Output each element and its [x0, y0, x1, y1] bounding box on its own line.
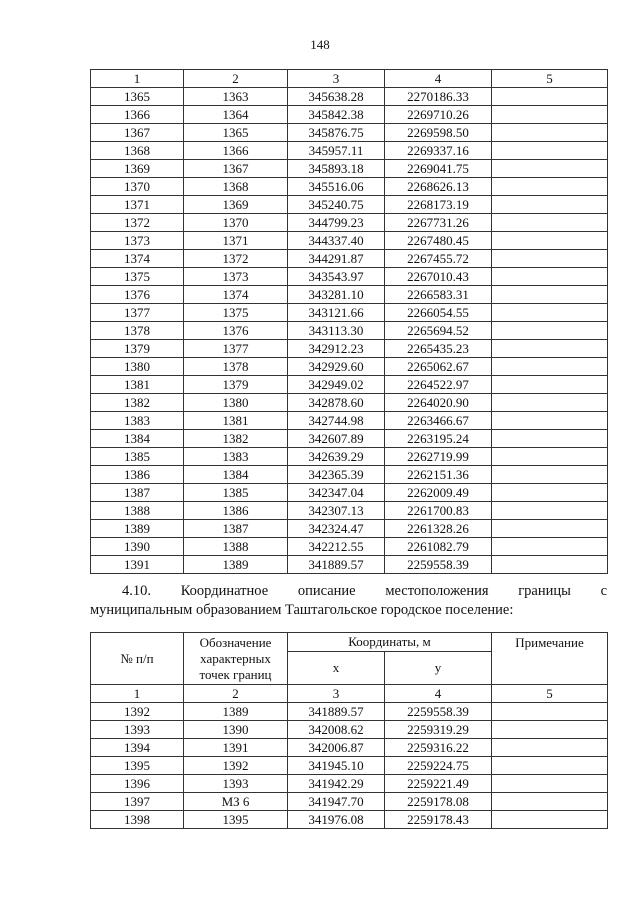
table-row — [91, 448, 608, 466]
column-number-row — [91, 685, 608, 703]
paragraph-word: с — [600, 583, 608, 599]
table-cell — [492, 757, 608, 775]
table-cell: 1365 — [184, 124, 288, 142]
table-cell: 1383 — [184, 448, 288, 466]
table-row — [91, 160, 608, 178]
table-cell: 342212.55 — [288, 538, 385, 556]
table-cell — [492, 520, 608, 538]
table-cell: 1373 — [91, 232, 184, 250]
table-cell: 2263466.67 — [385, 412, 492, 430]
table-cell: 1376 — [91, 286, 184, 304]
table-row — [91, 793, 608, 811]
table-cell: 341947.70 — [288, 793, 385, 811]
table-cell: 1364 — [184, 106, 288, 124]
table-cell: 1380 — [184, 394, 288, 412]
table-cell: 1367 — [91, 124, 184, 142]
table-cell: 1380 — [91, 358, 184, 376]
table-cell: 343281.10 — [288, 286, 385, 304]
table-cell — [492, 286, 608, 304]
column-number: 1 — [91, 70, 184, 88]
table-cell: 2268626.13 — [385, 178, 492, 196]
table-cell: 2267010.43 — [385, 268, 492, 286]
table-cell: 342949.02 — [288, 376, 385, 394]
header-num: № п/п — [91, 633, 184, 685]
table-cell: 342912.23 — [288, 340, 385, 358]
table-cell — [492, 322, 608, 340]
table-cell: 1396 — [91, 775, 184, 793]
table-cell: 1386 — [91, 466, 184, 484]
table-row — [91, 502, 608, 520]
column-number: 1 — [91, 685, 184, 703]
table-cell: 1387 — [184, 520, 288, 538]
table-row — [91, 88, 608, 106]
table-row — [91, 340, 608, 358]
table-row — [91, 466, 608, 484]
table-cell: 1395 — [91, 757, 184, 775]
table-cell: 1379 — [184, 376, 288, 394]
table-cell: 2259319.29 — [385, 721, 492, 739]
table-cell: 1375 — [91, 268, 184, 286]
table-cell: 1390 — [91, 538, 184, 556]
table-cell — [492, 538, 608, 556]
table-cell: 342878.60 — [288, 394, 385, 412]
table-row — [91, 286, 608, 304]
paragraph-word: Координатное — [180, 583, 269, 599]
table-body — [91, 703, 608, 829]
table-cell: 2265062.67 — [385, 358, 492, 376]
table-cell — [492, 196, 608, 214]
table-cell — [492, 214, 608, 232]
table-cell: 342929.60 — [288, 358, 385, 376]
table-cell: 1378 — [91, 322, 184, 340]
table-cell: 2263195.24 — [385, 430, 492, 448]
table-row — [91, 178, 608, 196]
table-cell — [492, 268, 608, 286]
table-cell: 2269598.50 — [385, 124, 492, 142]
table-cell: 1382 — [91, 394, 184, 412]
table-cell: 1379 — [91, 340, 184, 358]
column-number-row — [91, 70, 608, 88]
table-cell: 1369 — [184, 196, 288, 214]
table-cell: 1392 — [91, 703, 184, 721]
table-cell: 341889.57 — [288, 556, 385, 574]
table-cell: 1372 — [184, 250, 288, 268]
table-cell: 2269041.75 — [385, 160, 492, 178]
table-cell: 1389 — [184, 703, 288, 721]
table-cell — [492, 775, 608, 793]
table-cell: 1365 — [91, 88, 184, 106]
table-row — [91, 214, 608, 232]
table-cell: 1368 — [184, 178, 288, 196]
table-cell: 1397 — [91, 793, 184, 811]
table-cell — [492, 250, 608, 268]
table-cell — [492, 376, 608, 394]
table-cell: 1389 — [91, 520, 184, 538]
table-cell: 1395 — [184, 811, 288, 829]
table-row — [91, 124, 608, 142]
table-cell: 344291.87 — [288, 250, 385, 268]
table-row — [91, 739, 608, 757]
table-cell — [492, 448, 608, 466]
table-cell: 2269337.16 — [385, 142, 492, 160]
table-row — [91, 556, 608, 574]
table-cell: 1386 — [184, 502, 288, 520]
table-cell: 345876.75 — [288, 124, 385, 142]
table-cell: 1373 — [184, 268, 288, 286]
column-number: 2 — [184, 685, 288, 703]
page-number: 148 — [310, 37, 330, 52]
table-cell — [492, 739, 608, 757]
table-cell: 1367 — [184, 160, 288, 178]
table-cell — [492, 88, 608, 106]
column-number: 5 — [492, 685, 608, 703]
table-row — [91, 775, 608, 793]
paragraph-word: местоположения — [385, 583, 489, 599]
table-cell — [492, 484, 608, 502]
header-y: y — [385, 652, 492, 685]
table-cell — [492, 502, 608, 520]
table-cell: 2267731.26 — [385, 214, 492, 232]
table-row — [91, 703, 608, 721]
table-cell: 1391 — [91, 556, 184, 574]
table-cell: 2264522.97 — [385, 376, 492, 394]
table-cell — [492, 430, 608, 448]
table-row — [91, 430, 608, 448]
table-row — [91, 304, 608, 322]
paragraph-word: 4.10. — [122, 583, 151, 599]
table-row — [91, 196, 608, 214]
table-cell: 1377 — [91, 304, 184, 322]
table-cell: 2259224.75 — [385, 757, 492, 775]
table-cell — [492, 124, 608, 142]
table-cell: 2269710.26 — [385, 106, 492, 124]
paragraph-word: описание — [297, 583, 356, 599]
table-cell — [492, 703, 608, 721]
table-cell: 1369 — [91, 160, 184, 178]
table-cell: 2268173.19 — [385, 196, 492, 214]
table-row — [91, 376, 608, 394]
table-cell — [492, 304, 608, 322]
table-cell: 2259221.49 — [385, 775, 492, 793]
table-cell: 2259316.22 — [385, 739, 492, 757]
table-cell: 342006.87 — [288, 739, 385, 757]
column-number: 2 — [184, 70, 288, 88]
table-cell: 345842.38 — [288, 106, 385, 124]
table-row — [91, 757, 608, 775]
table-row — [91, 538, 608, 556]
table-cell: 345893.18 — [288, 160, 385, 178]
table-cell — [492, 811, 608, 829]
table-cell: 1371 — [91, 196, 184, 214]
table-cell: 1385 — [184, 484, 288, 502]
table-cell: 1370 — [91, 178, 184, 196]
table-cell: 1374 — [184, 286, 288, 304]
table-row — [91, 268, 608, 286]
table-cell: 1388 — [184, 538, 288, 556]
table-cell: 1377 — [184, 340, 288, 358]
table-cell: 2270186.33 — [385, 88, 492, 106]
table-cell: 345638.28 — [288, 88, 385, 106]
table-row — [91, 142, 608, 160]
table-row — [91, 520, 608, 538]
table-cell: 1381 — [91, 376, 184, 394]
table-row — [91, 358, 608, 376]
table-row — [91, 394, 608, 412]
column-number: 4 — [385, 70, 492, 88]
table-cell: 2265435.23 — [385, 340, 492, 358]
column-number: 3 — [288, 70, 385, 88]
table-cell: 342744.98 — [288, 412, 385, 430]
table-cell: 342008.62 — [288, 721, 385, 739]
table-cell — [492, 340, 608, 358]
header-designation: Обозначение характерных точек границ — [184, 633, 288, 685]
table-cell: 2261328.26 — [385, 520, 492, 538]
header-x: x — [288, 652, 385, 685]
table-cell: 2264020.90 — [385, 394, 492, 412]
table-cell: 1392 — [184, 757, 288, 775]
table-cell: 1384 — [91, 430, 184, 448]
table-cell: 343113.30 — [288, 322, 385, 340]
table-cell: 343543.97 — [288, 268, 385, 286]
table-cell — [492, 793, 608, 811]
table-cell: 1366 — [184, 142, 288, 160]
table-cell — [492, 556, 608, 574]
table-cell: 1390 — [184, 721, 288, 739]
table-cell: 2261700.83 — [385, 502, 492, 520]
column-number: 4 — [385, 685, 492, 703]
table-cell: 344799.23 — [288, 214, 385, 232]
table-cell: 2267455.72 — [385, 250, 492, 268]
table-cell: 342639.29 — [288, 448, 385, 466]
table-cell — [492, 142, 608, 160]
table-cell: 2259178.43 — [385, 811, 492, 829]
table-cell: 341945.10 — [288, 757, 385, 775]
table-cell — [492, 358, 608, 376]
table-cell: 342307.13 — [288, 502, 385, 520]
table-cell: 345516.06 — [288, 178, 385, 196]
table-cell: 2265694.52 — [385, 322, 492, 340]
table-row — [91, 412, 608, 430]
table-cell: 1398 — [91, 811, 184, 829]
table-cell: 2259558.39 — [385, 703, 492, 721]
table-row — [91, 322, 608, 340]
table-row — [91, 484, 608, 502]
table-cell: 1375 — [184, 304, 288, 322]
table-body — [91, 88, 608, 574]
table-cell: 1387 — [91, 484, 184, 502]
table-cell: 2262151.36 — [385, 466, 492, 484]
table-cell: 2266583.31 — [385, 286, 492, 304]
table-cell: 345957.11 — [288, 142, 385, 160]
table-cell: 1388 — [91, 502, 184, 520]
table-cell — [492, 178, 608, 196]
coordinates-table-continued — [90, 69, 608, 574]
table-cell: 1372 — [91, 214, 184, 232]
table-cell: 1384 — [184, 466, 288, 484]
table-cell: 2259558.39 — [385, 556, 492, 574]
table-cell — [492, 106, 608, 124]
table-cell: 1370 — [184, 214, 288, 232]
table-cell — [492, 160, 608, 178]
header-note: Примечание — [492, 633, 608, 685]
column-number: 5 — [492, 70, 608, 88]
table-cell: 2266054.55 — [385, 304, 492, 322]
table-cell: МЗ 6 — [184, 793, 288, 811]
header-coordinates: Координаты, м — [288, 633, 492, 652]
table-cell: 1394 — [91, 739, 184, 757]
table-cell: 341976.08 — [288, 811, 385, 829]
table-cell: 344337.40 — [288, 232, 385, 250]
header-row — [91, 633, 608, 652]
column-number: 3 — [288, 685, 385, 703]
table-cell: 1363 — [184, 88, 288, 106]
table-cell: 1391 — [184, 739, 288, 757]
table-cell: 1368 — [91, 142, 184, 160]
table-cell: 341889.57 — [288, 703, 385, 721]
table-cell: 343121.66 — [288, 304, 385, 322]
table-cell: 342324.47 — [288, 520, 385, 538]
paragraph-word: границы — [518, 583, 571, 599]
table-cell: 342365.39 — [288, 466, 385, 484]
table-cell: 1381 — [184, 412, 288, 430]
table-cell: 2261082.79 — [385, 538, 492, 556]
table-cell — [492, 721, 608, 739]
table-cell: 1376 — [184, 322, 288, 340]
table-row — [91, 250, 608, 268]
table-row — [91, 721, 608, 739]
table-cell: 2262719.99 — [385, 448, 492, 466]
table-cell: 2267480.45 — [385, 232, 492, 250]
table-cell: 1378 — [184, 358, 288, 376]
table-row — [91, 811, 608, 829]
table-cell: 1366 — [91, 106, 184, 124]
coordinates-table — [90, 632, 608, 829]
table-cell: 2259178.08 — [385, 793, 492, 811]
table-cell — [492, 232, 608, 250]
table-cell: 1393 — [184, 775, 288, 793]
table-cell: 1385 — [91, 448, 184, 466]
table-cell: 1389 — [184, 556, 288, 574]
section-paragraph-line-1 — [90, 582, 607, 601]
table-cell: 1393 — [91, 721, 184, 739]
table-row — [91, 232, 608, 250]
table-cell: 1382 — [184, 430, 288, 448]
section-paragraph-line-2: муниципальным образованием Таштагольское городское поселение: — [90, 602, 514, 618]
table-cell — [492, 466, 608, 484]
table-cell: 1371 — [184, 232, 288, 250]
table-cell: 1374 — [91, 250, 184, 268]
table-cell — [492, 412, 608, 430]
table-cell: 2262009.49 — [385, 484, 492, 502]
table-cell: 341942.29 — [288, 775, 385, 793]
table-cell: 345240.75 — [288, 196, 385, 214]
table-cell: 1383 — [91, 412, 184, 430]
table-cell — [492, 394, 608, 412]
table-cell: 342607.89 — [288, 430, 385, 448]
table-cell: 342347.04 — [288, 484, 385, 502]
table-row — [91, 106, 608, 124]
